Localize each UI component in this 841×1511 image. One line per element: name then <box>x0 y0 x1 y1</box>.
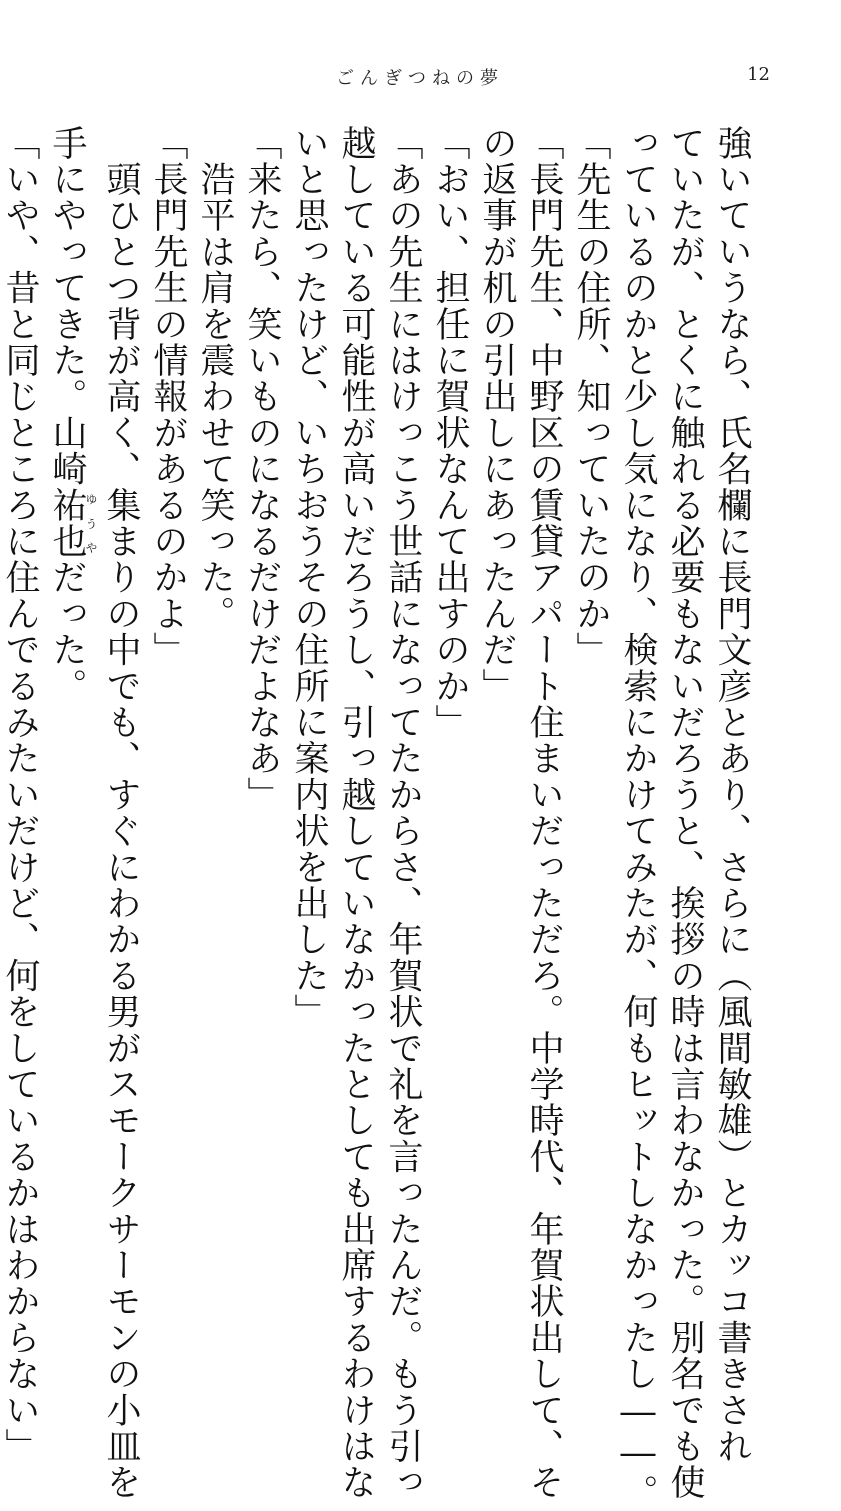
vertical-body-text <box>0 125 755 1511</box>
running-header-title: ごんぎつねの夢 <box>336 68 504 89</box>
text-line-12: 浩平は肩を震わせて笑った。 <box>195 125 235 632</box>
text-line-15: 手にやってきた。山崎祐也ゆうやだった。 <box>47 125 98 705</box>
text-line-11: 「来たら、笑いものになるだけだよなあ」 <box>242 125 282 813</box>
text-line-4: 「先生の住所、知っていたのか」 <box>571 125 611 668</box>
text-line-3: っているのかと少し気になり、検索にかけてみたが、何もヒットしなかったし――。 <box>618 125 658 1511</box>
text-line-10: いと思ったけど、いちおうその住所に案内状を出した」 <box>289 125 329 1030</box>
text-line-6: の返事が机の引出しにあったんだ」 <box>477 125 517 705</box>
text-line-9: 越している可能性が高いだろうし、引っ越していなかったとしても出席するわけはな <box>336 125 376 1501</box>
text-line-16: 「いや、昔と同じところに住んでるみたいだけど、何をしているかはわからない」 <box>0 125 40 1465</box>
ruby-yamazaki-reading: ゆうや <box>84 487 98 560</box>
text-line-1: 強いていうなら、氏名欄に長門文彦とあり、さらに（風間敏雄）とカッコ書きされ <box>712 125 752 1465</box>
page-number: 12 <box>747 64 770 85</box>
ruby-kazama: （風間敏雄）とカッコ書きされ <box>712 957 752 1465</box>
text-line-5: 「長門先生、中野区の賃貸アパート住まいだっただろ。中学時代、年賀状出して、そ <box>524 125 564 1501</box>
text-line-8: 「あの先生にはけっこう世話になってたからさ、年賀状で礼を言ったんだ。もう引っ <box>383 125 423 1501</box>
text-line-2: ていたが、とくに触れる必要もないだろうと、挨拶の時は言わなかった。別名でも使 <box>665 125 705 1501</box>
text-line-14: 頭ひとつ背が高く、集まりの中でも、すぐにわかる男がスモークサーモンの小皿を <box>101 125 141 1501</box>
text-line-13: 「長門先生の情報があるのかよ」 <box>148 125 188 668</box>
text-line-7: 「おい、担任に賀状なんて出すのか」 <box>430 125 470 741</box>
ruby-yamazaki-name: 祐也ゆうや <box>47 487 98 560</box>
